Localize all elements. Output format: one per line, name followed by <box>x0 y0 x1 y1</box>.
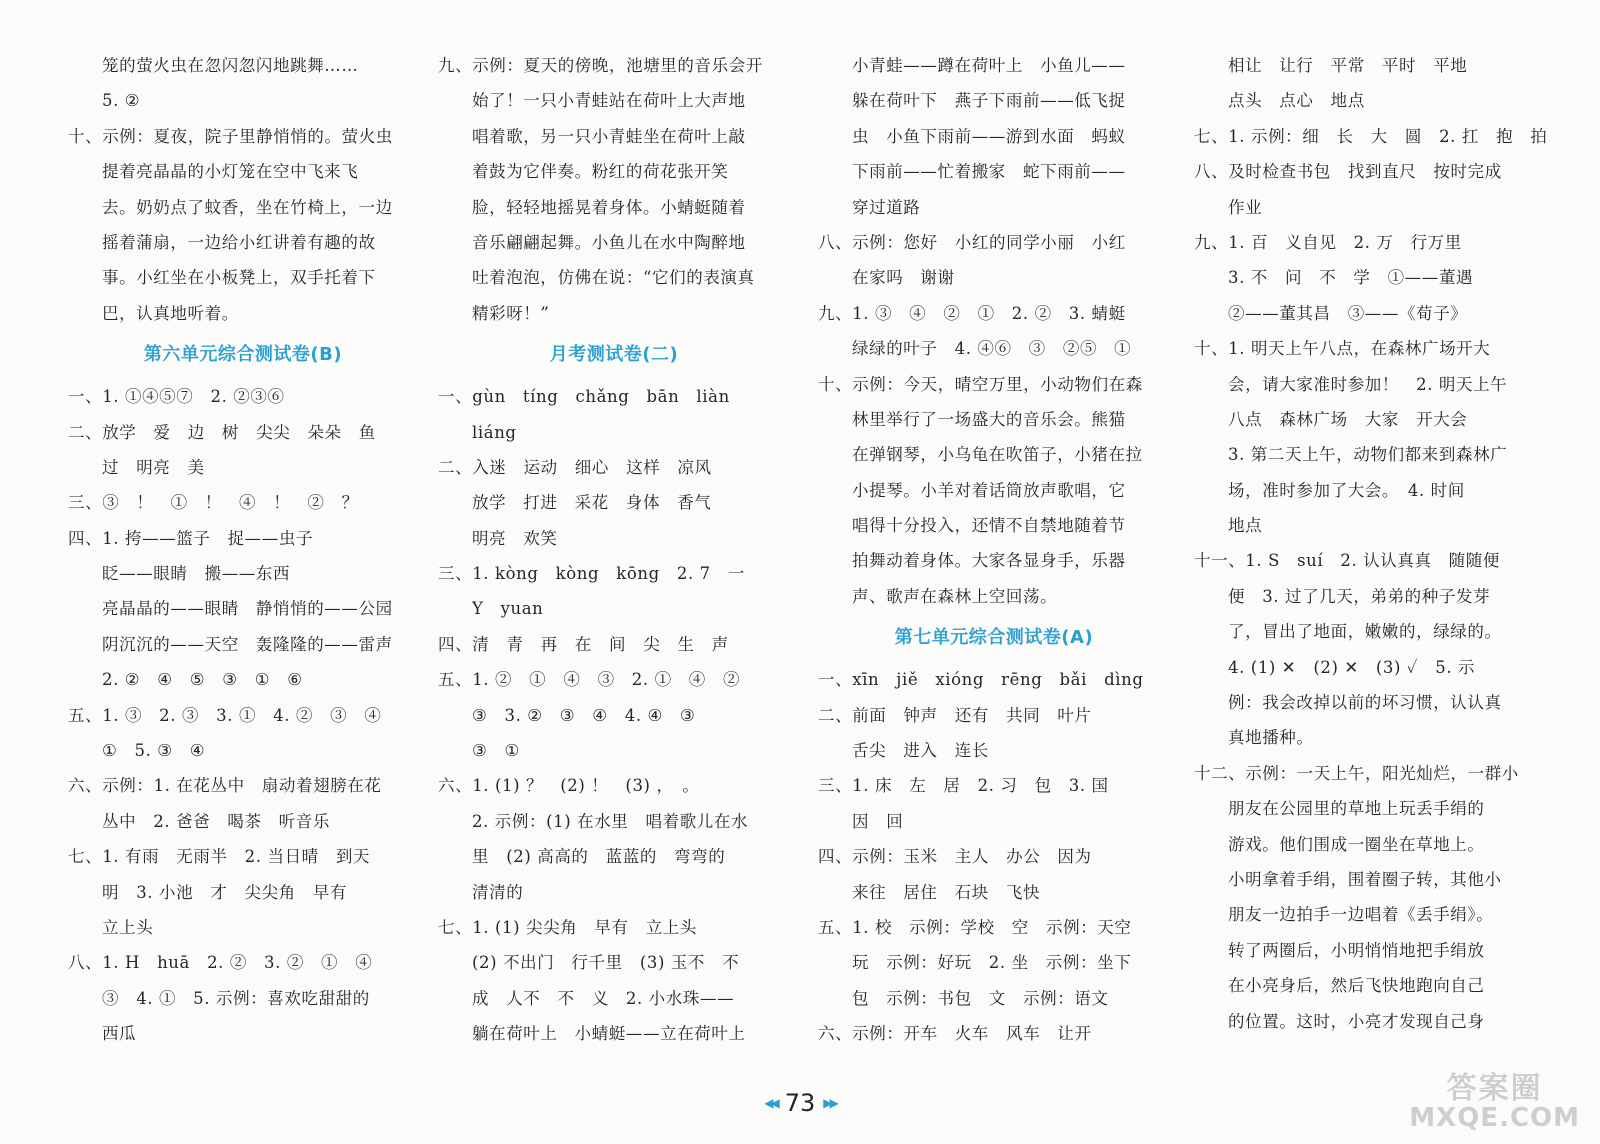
answer-line: 二、前面 钟声 还有 共同 叶片 <box>818 705 1092 725</box>
answer-line: 2. ② ④ ⑤ ③ ① ⑥ <box>102 670 303 690</box>
answer-line: 五、1. ③ 2. ③ 3. ① 4. ② ③ ④ <box>68 705 382 725</box>
answer-line: 里 (2) 高高的 蓝蓝的 弯弯的 <box>472 847 726 867</box>
answer-line: 相让 让行 平常 平时 平地 <box>1228 56 1468 75</box>
answer-line: 十、示例：今天，晴空万里，小动物们在森 <box>818 374 1143 394</box>
answer-line: 四、1. 挎——篮子 捉——虫子 <box>68 528 314 548</box>
answer-line: (2) 不出门 行千里 (3) 玉不 不 <box>472 953 740 973</box>
prev-page-arrows-icon[interactable]: ◀◀ <box>764 1096 777 1110</box>
answer-line: 丛中 2. 爸爸 喝茶 听音乐 <box>102 811 330 831</box>
answer-line: 小青蛙——蹲在荷叶上 小鱼儿—— <box>852 56 1126 75</box>
answer-line: 三、③ ！ ① ！ ④ ！ ② ？ <box>68 493 359 513</box>
answer-line: 八、示例：您好 小红的同学小丽 小红 <box>818 232 1126 252</box>
answer-line: 始了！一只小青蛙站在荷叶上大声地 <box>472 91 746 111</box>
answer-line: ③ ① <box>472 741 520 761</box>
answer-line: 二、放学 爱 边 树 尖尖 朵朵 鱼 <box>68 422 376 442</box>
answer-line: 三、1. kòng kòng kōng 2. 7 一 <box>438 564 745 584</box>
answer-line: 作业 <box>1228 197 1263 217</box>
answer-line: 朋友在公园里的草地上玩丢手绢的 <box>1228 799 1485 819</box>
answer-line: 躲在荷叶下 燕子下雨前——低飞捉 <box>852 91 1126 111</box>
answer-line: 八点 森林广场 大家 开大会 <box>1228 409 1468 429</box>
answer-line: 九、1. ③ ④ ② ① 2. ② 3. 蜻蜓 <box>818 303 1126 323</box>
answer-line: 一、gùn tíng chǎng bān liàn <box>438 387 730 407</box>
answer-line: 2. 示例：(1) 在水里 唱着歌儿在水 <box>472 811 749 831</box>
next-page-arrows-icon[interactable]: ▶▶ <box>823 1096 836 1110</box>
answer-line: 十二、示例：一天上午，阳光灿烂，一群小 <box>1194 763 1519 783</box>
answer-line: 放学 打进 采花 身体 香气 <box>472 493 712 513</box>
answer-line: 音乐翩翩起舞。小鱼儿在水中陶醉地 <box>472 232 746 252</box>
answer-line: 七、1. 有雨 无雨半 2. 当日晴 到天 <box>68 847 371 867</box>
answer-line: 脸，轻轻地摇晃着身体。小蜻蜓随着 <box>472 197 746 217</box>
answer-line: 躺在荷叶上 小蜻蜓——立在荷叶上 <box>472 1024 746 1044</box>
answer-line: 真地播种。 <box>1228 728 1314 748</box>
answer-line: 四、示例：玉米 主人 办公 因为 <box>818 847 1092 867</box>
answer-line: 六、1. (1) ？ (2) ！ (3) ， 。 <box>438 776 700 796</box>
answer-line: 二、入迷 运动 细心 这样 凉风 <box>438 457 712 477</box>
answer-column-4 <box>1194 48 1554 1039</box>
answer-line: 地点 <box>1228 516 1263 536</box>
answer-line: 过 明亮 美 <box>102 457 205 477</box>
answer-line: 点头 点心 地点 <box>1228 91 1365 111</box>
answer-line: 玩 示例：好玩 2. 坐 示例：坐下 <box>852 953 1132 973</box>
answer-line: 笼的萤火虫在忽闪忽闪地跳舞…… <box>102 56 359 75</box>
answer-line: 在弹钢琴，小乌龟在吹笛子，小猪在拉 <box>852 445 1143 465</box>
answer-line: 包 示例：书包 文 示例：语文 <box>852 988 1109 1008</box>
answer-line: 游戏。他们围成一圈坐在草地上。 <box>1228 834 1485 854</box>
answer-line: 精彩呀！” <box>472 303 550 323</box>
answer-line: 清清的 <box>472 882 524 902</box>
answer-line: 唱着歌，另一只小青蛙坐在荷叶上敲 <box>472 126 746 146</box>
answer-line: 4. (1) ✕ (2) ✕ (3) ✓ 5. 示 <box>1228 657 1476 677</box>
answer-line: 九、1. 百 义自见 2. 万 行万里 <box>1194 232 1462 252</box>
page-footer <box>0 1086 1600 1120</box>
watermark-line1: 答案圈 <box>1446 1071 1543 1107</box>
answer-line: 提着亮晶晶的小灯笼在空中飞来飞 <box>102 162 359 182</box>
answer-line: 着鼓为它伴奏。粉红的荷花张开笑 <box>472 162 729 182</box>
answer-line: 了，冒出了地面，嫩嫩的，绿绿的。 <box>1228 622 1502 642</box>
answer-line: 朋友一边拍手一边唱着《丢手绢》。 <box>1228 905 1494 925</box>
answer-line: 事。小红坐在小板凳上，双手托着下 <box>102 268 376 288</box>
answer-line: ① 5. ③ ④ <box>102 741 206 761</box>
answer-line: 会，请大家准时参加！ 2. 明天上午 <box>1228 374 1508 394</box>
answer-line: 三、1. 床 左 居 2. 习 包 3. 国 <box>818 776 1109 796</box>
answer-line: 来往 居住 石块 飞快 <box>852 882 1041 902</box>
answer-line: 场，准时参加了大会。 4. 时间 <box>1228 480 1465 500</box>
answer-line: 5. ② <box>102 91 141 111</box>
answer-line: 七、1. 示例：细 长 大 圆 2. 扛 抱 拍 <box>1194 126 1548 146</box>
answer-line: 小提琴。小羊对着话筒放声歌唱，它 <box>852 480 1126 500</box>
answer-line: 便 3. 过了几天，弟弟的种子发芽 <box>1228 586 1491 606</box>
answer-column-1 <box>68 48 418 1052</box>
answer-line: 立上头 <box>102 917 154 937</box>
answer-line: ②——董其昌 ③——《荀子》 <box>1228 303 1468 323</box>
answer-line: 因 回 <box>852 811 904 831</box>
answer-line: 八、1. H huā 2. ② 3. ② ① ④ <box>68 953 373 973</box>
answer-line: 明 3. 小池 才 尖尖角 早有 <box>102 882 348 902</box>
answer-line: 下雨前——忙着搬家 蛇下雨前—— <box>852 162 1126 182</box>
answer-line: 小明拿着手绢，围着圈子转，其他小 <box>1228 869 1502 889</box>
answer-line: 拍舞动着身体。大家各显身手，乐器 <box>852 551 1126 571</box>
answer-line: 五、1. 校 示例：学校 空 示例：天空 <box>818 917 1132 937</box>
answer-line: 九、示例：夏天的傍晚，池塘里的音乐会开 <box>438 56 763 75</box>
answer-line: 六、示例：开车 火车 风车 让开 <box>818 1024 1092 1044</box>
answer-line: 成 人不 不 义 2. 小水珠—— <box>472 988 735 1008</box>
answer-line: 3. 第二天上午，动物们都来到森林广 <box>1228 445 1508 465</box>
answer-line: 在小亮身后，然后飞快地跑向自己 <box>1228 976 1485 996</box>
answer-column-2 <box>438 48 790 1052</box>
answer-line: 八、及时检查书包 找到直尺 按时完成 <box>1194 162 1502 182</box>
answer-line: 十、示例：夏夜，院子里静悄悄的。萤火虫 <box>68 126 393 146</box>
answer-line: 舌尖 进入 连长 <box>852 741 989 761</box>
answer-line: 吐着泡泡，仿佛在说：“它们的表演真 <box>472 268 755 288</box>
answer-line: 五、1. ② ① ④ ③ 2. ① ④ ② <box>438 670 741 690</box>
answer-line: 穿过道路 <box>852 197 921 217</box>
answer-line: 例：我会改掉以前的坏习惯，认认真 <box>1228 693 1502 713</box>
answer-line: 亮晶晶的——眼睛 静悄悄的——公园 <box>102 599 393 619</box>
answer-line: 一、1. ①④⑤⑦ 2. ②③⑥ <box>68 387 285 407</box>
watermark-line2: MXQE.COM <box>1409 1102 1580 1133</box>
answer-line: 四、清 青 再 在 间 尖 生 声 <box>438 634 729 654</box>
answer-line: 转了两圈后，小明悄悄地把手绢放 <box>1228 940 1485 960</box>
answer-line: 一、xīn jiě xióng rēng bǎi dìng <box>818 670 1144 690</box>
answer-line: 3. 不 问 不 学 ①——董遇 <box>1228 268 1474 288</box>
section-title: 第六单元综合测试卷(B) <box>143 344 343 366</box>
answer-line: 西瓜 <box>102 1024 137 1044</box>
page-number: 73 <box>784 1089 816 1117</box>
answer-line: 七、1. (1) 尖尖角 早有 立上头 <box>438 917 698 937</box>
section-title: 月考测试卷(二) <box>549 344 679 366</box>
answer-line: 眨——眼睛 搬——东西 <box>102 564 291 584</box>
answer-line: 明亮 欢笑 <box>472 528 558 548</box>
answer-line: 阴沉沉的——天空 轰隆隆的——雷声 <box>102 634 393 654</box>
answer-line: 十一、1. S suí 2. 认认真真 随随便 <box>1194 551 1500 571</box>
answer-line: 唱得十分投入，还情不自禁地随着节 <box>852 516 1126 536</box>
answer-line: 巴，认真地听着。 <box>102 303 239 323</box>
answer-line: ③ 3. ② ③ ④ 4. ④ ③ <box>472 705 696 725</box>
watermark-logo <box>1409 1073 1580 1132</box>
answer-line: 摇着蒲扇，一边给小红讲着有趣的故 <box>102 232 376 252</box>
answer-line: Y yuan <box>472 599 544 619</box>
answer-line: ③ 4. ① 5. 示例：喜欢吃甜甜的 <box>102 988 370 1008</box>
answer-line: 去。奶奶点了蚊香，坐在竹椅上，一边 <box>102 197 393 217</box>
answer-line: 十、1. 明天上午八点，在森林广场开大 <box>1194 339 1491 359</box>
answer-line: liáng <box>472 422 517 442</box>
section-title: 第七单元综合测试卷(A) <box>894 627 1094 649</box>
answer-line: 的位置。这时，小亮才发现自己身 <box>1228 1011 1485 1031</box>
answer-line: 在家吗 谢谢 <box>852 268 955 288</box>
answer-line: 声、歌声在森林上空回荡。 <box>852 586 1058 606</box>
answer-line: 林里举行了一场盛大的音乐会。熊猫 <box>852 409 1126 429</box>
answer-line: 虫 小鱼下雨前——游到水面 蚂蚁 <box>852 126 1126 146</box>
answer-line: 六、示例：1. 在花丛中 扇动着翅膀在花 <box>68 776 382 796</box>
answer-line: 绿绿的叶子 4. ④⑥ ③ ②⑤ ① <box>852 339 1132 359</box>
answer-column-3 <box>818 48 1170 1052</box>
